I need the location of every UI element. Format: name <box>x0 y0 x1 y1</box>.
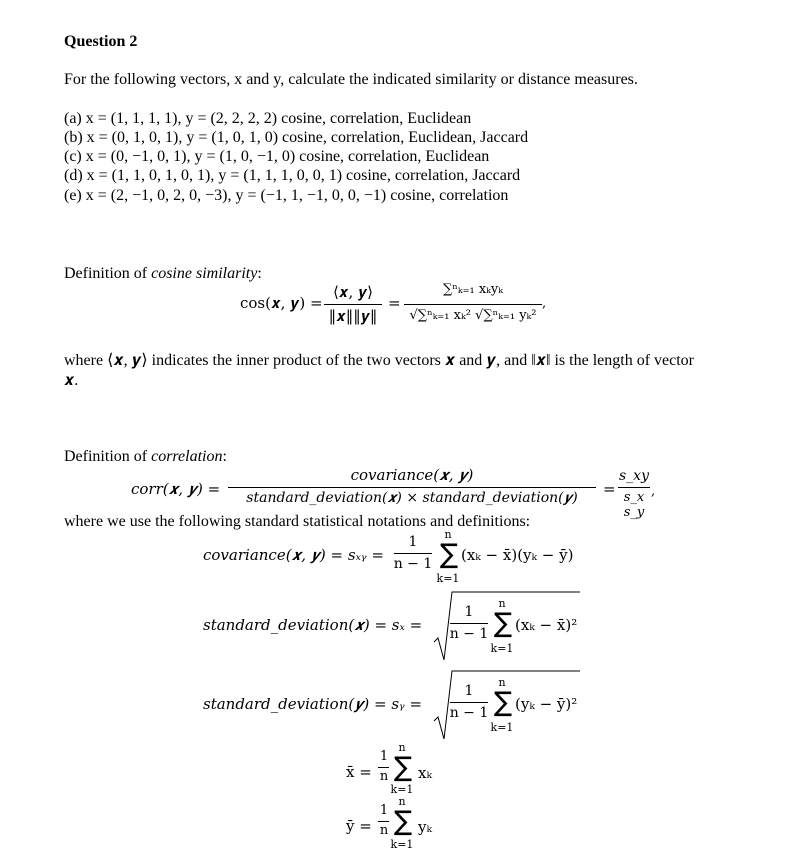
xbar-coef-den: n <box>379 769 389 784</box>
covariance-sum-bottom: k=1 <box>436 572 460 585</box>
cosine-eq2: = <box>388 294 401 312</box>
cosine-num1: ⟨𝒙, 𝒚⟩ <box>332 283 374 301</box>
correlation-definition-heading <box>64 447 227 466</box>
xbar-sum-top: n <box>398 741 406 754</box>
sdy-sigma: ∑ <box>494 687 513 718</box>
cosine-den2: √∑ⁿₖ₌₁ xₖ² √∑ⁿₖ₌₁ yₖ² <box>409 308 537 323</box>
sdx-sum-top: n <box>498 597 506 610</box>
covariance-sum-top: n <box>444 528 452 541</box>
sdx-sum-bottom: k=1 <box>490 642 514 655</box>
sdx-coef-bar <box>450 623 488 624</box>
ybar-term: yₖ <box>418 818 432 836</box>
ybar-coef-den: n <box>379 823 389 838</box>
ybar-sigma: ∑ <box>394 806 413 837</box>
correlation-den1: standard_deviation(𝒙) × standard_deviation(𝒚) <box>246 490 578 506</box>
sdx-coef-num: 1 <box>464 604 474 620</box>
sdx-sigma: ∑ <box>494 608 513 639</box>
sdy-coef-num: 1 <box>464 683 474 699</box>
covariance-term: (xₖ − x̄)(yₖ − ȳ) <box>461 546 574 564</box>
ybar-coef-num: 1 <box>379 803 389 818</box>
correlation-num1: covariance(𝒙, 𝒚) <box>350 466 474 484</box>
correlation-fraction-bar-1 <box>228 487 596 488</box>
cosine-def-suffix: : <box>257 265 262 282</box>
covariance-sigma: ∑ <box>440 539 459 570</box>
cosine-where-line-2: 𝒙. <box>64 372 79 389</box>
sdy-term: (yₖ − ȳ)² <box>515 695 578 713</box>
cosine-comma: , <box>542 296 547 311</box>
correlation-def-term: correlation <box>151 448 223 465</box>
correlation-fraction-bar-2 <box>618 487 650 488</box>
covariance-lhs: covariance(𝒙, 𝒚) = sₓᵧ = <box>203 546 384 564</box>
cosine-lhs: cos(𝒙, 𝒚) = <box>240 294 323 312</box>
sdy-sum-top: n <box>498 676 506 689</box>
cosine-where-line-1: where ⟨𝒙, 𝒚⟩ indicates the inner product of the two vectors 𝒙 and 𝒚, and ‖𝒙‖ is the length of vector <box>64 352 694 369</box>
ybar-sum-bottom: k=1 <box>390 838 414 851</box>
sdy-coef-bar <box>450 702 488 703</box>
ybar-lhs: ȳ = <box>346 817 372 835</box>
cosine-num2: ∑ⁿₖ₌₁ xₖyₖ <box>442 282 503 297</box>
sdy-coef-den: n − 1 <box>449 705 489 721</box>
cosine-def-term: cosine similarity <box>151 265 258 282</box>
xbar-sum-bottom: k=1 <box>390 783 414 796</box>
cosine-fraction-bar-2 <box>404 304 542 305</box>
item-e: (e) x = (2, −1, 0, 2, 0, −3), y = (−1, 1, −1, 0, 0, −1) cosine, correlation <box>64 187 509 204</box>
intro-text: For the following vectors, x and y, calculate the indicated similarity or distance measures. <box>64 71 638 88</box>
covariance-coef-num: 1 <box>408 534 418 550</box>
sdx-term: (xₖ − x̄)² <box>515 616 578 634</box>
sdy-lhs: standard_deviation(𝒚) = sᵧ = <box>203 695 423 713</box>
xbar-coef-bar <box>378 767 389 768</box>
correlation-def-suffix: : <box>222 448 227 465</box>
xbar-lhs: x̄ = <box>346 763 372 781</box>
cosine-den1: ‖𝒙‖‖𝒚‖ <box>328 307 378 325</box>
correlation-lhs: corr(𝒙, 𝒚) = <box>131 480 221 498</box>
ybar-coef-bar <box>378 821 389 822</box>
sdy-sum-bottom: k=1 <box>490 721 514 734</box>
item-b: (b) x = (0, 1, 0, 1), y = (1, 0, 1, 0) cosine, correlation, Euclidean, Jaccard <box>64 129 529 146</box>
sdx-lhs: standard_deviation(𝒙) = sₓ = <box>203 616 423 634</box>
item-c: (c) x = (0, −1, 0, 1), y = (1, 0, −1, 0) cosine, correlation, Euclidean <box>64 148 490 165</box>
sdx-coef-den: n − 1 <box>449 626 489 642</box>
cosine-definition-heading <box>64 264 262 283</box>
item-a: (a) x = (1, 1, 1, 1), y = (2, 2, 2, 2) cosine, correlation, Euclidean <box>64 110 472 127</box>
correlation-comma: , <box>651 484 656 499</box>
correlation-where-text: where we use the following standard statistical notations and definitions: <box>64 513 531 530</box>
question-title: Question 2 <box>64 33 138 50</box>
xbar-term: xₖ <box>418 764 432 782</box>
correlation-eq2: = <box>603 480 616 498</box>
covariance-coef-den: n − 1 <box>393 556 433 572</box>
covariance-coef-bar <box>394 553 432 554</box>
correlation-den2: s_x s_y <box>623 490 645 520</box>
correlation-num2: s_xy <box>619 468 649 484</box>
correlation-def-prefix: Definition of <box>64 448 152 465</box>
xbar-coef-num: 1 <box>379 749 389 764</box>
ybar-sum-top: n <box>398 795 406 808</box>
xbar-sigma: ∑ <box>394 752 413 783</box>
cosine-fraction-bar-1 <box>324 304 382 305</box>
cosine-def-prefix: Definition of <box>64 265 152 282</box>
item-d: (d) x = (1, 1, 0, 1, 0, 1), y = (1, 1, 1, 0, 0, 1) cosine, correlation, Jaccard <box>64 167 521 184</box>
